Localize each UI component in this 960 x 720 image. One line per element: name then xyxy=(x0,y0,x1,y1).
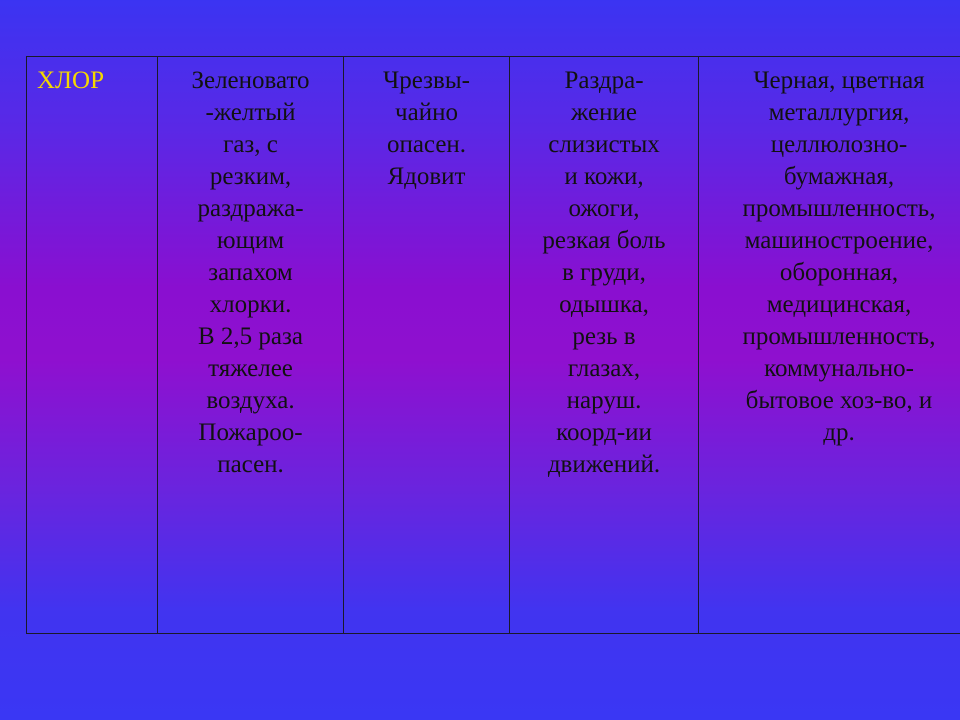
table-row xyxy=(27,57,960,634)
usage-cell: Черная, цветная металлургия, целлюлозно- бумажная, промышленность, машиностроение, оборонная, медицинская, промышленность, коммунально- бытовое хоз-во, и др. xyxy=(699,57,960,634)
danger-level-cell: Чрезвы- чайно опасен. Ядовит xyxy=(344,57,510,634)
health-effects-cell: Раздра- жение слизистых и кожи, ожоги, резкая боль в груди, одышка, резь в глазах, наруш. коорд-ии движений. xyxy=(510,57,699,634)
substance-name-cell: ХЛОР xyxy=(27,57,158,634)
properties-cell: Зеленовато -желтый газ, с резким, раздража- ющим запахом хлорки. В 2,5 раза тяжелее воздуха. Пожароо- пасен. xyxy=(158,57,344,634)
hazard-table xyxy=(26,56,960,634)
